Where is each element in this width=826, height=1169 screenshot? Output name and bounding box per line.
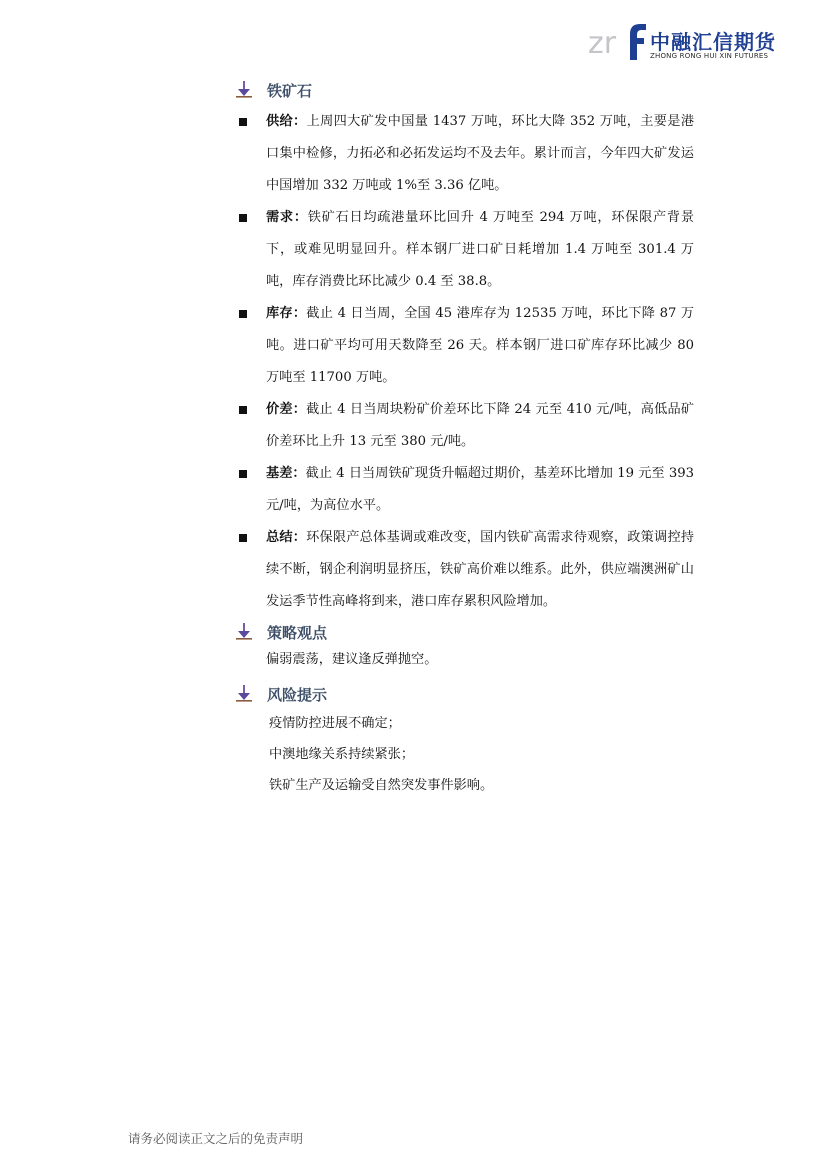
- bullet-label: 需求：: [266, 210, 308, 225]
- arrow-bullet-icon: [236, 685, 252, 703]
- bullet-label: 供给：: [266, 114, 307, 129]
- bullet-label: 价差：: [266, 402, 307, 417]
- square-bullet-icon: [239, 470, 247, 478]
- bullet-label: 库存：: [266, 306, 307, 321]
- square-bullet-icon: [239, 214, 247, 222]
- bullet-item-spread: [234, 394, 694, 458]
- arrow-bullet-icon: [236, 81, 252, 99]
- logo-name-en: ZHONG RONG HUI XIN FUTURES: [650, 52, 769, 60]
- square-bullet-icon: [239, 534, 247, 542]
- report-content: [234, 78, 694, 801]
- footer-disclaimer: 请务必阅读正文之后的免责声明: [128, 1131, 304, 1146]
- section-header-strategy: [234, 620, 694, 644]
- bullet-item-supply: [234, 106, 694, 202]
- zrf-logo-mark-icon: [588, 20, 652, 60]
- bullet-text: 截止 4 日当周块粉矿价差环比下降 24 元至 410 元/吨，高低品矿价差环比上升 13 元至 380 元/吨。: [266, 402, 695, 449]
- section-header-iron-ore: [234, 78, 694, 102]
- bullet-text: 环保限产总体基调或难改变，国内铁矿高需求待观察，政策调控持续不断，钢企利润明显挤压，铁矿高价难以维系。此外，供应端澳洲矿山发运季节性高峰将到来，港口库存累积风险增加。: [266, 530, 695, 609]
- bullet-item-basis: [234, 458, 694, 522]
- section-header-risk: [234, 682, 694, 706]
- square-bullet-icon: [239, 406, 247, 414]
- bullet-text: 铁矿石日均疏港量环比回升 4 万吨至 294 万吨，环保限产背景下，或难见明显回升。样本钢厂进口矿日耗增加 1.4 万吨至 301.4 万吨，库存消费比环比减少 0.4 至 38.8。: [266, 210, 695, 289]
- section-title: 风险提示: [267, 685, 328, 704]
- bullet-text: 截止 4 日当周铁矿现货升幅超过期价，基差环比增加 19 元至 393 元/吨，为高位水平。: [266, 466, 694, 513]
- bullet-item-inventory: [234, 298, 694, 394]
- risk-item: 铁矿生产及运输受自然突发事件影响。: [269, 778, 494, 793]
- arrow-bullet-icon: [236, 623, 252, 641]
- section-title: 铁矿石: [267, 81, 313, 100]
- bullet-item-summary: [234, 522, 694, 618]
- square-bullet-icon: [239, 118, 247, 126]
- strategy-text: 偏弱震荡，建议逢反弹抛空。: [266, 652, 438, 667]
- bullet-item-demand: [234, 202, 694, 298]
- bullet-label: 总结：: [266, 530, 307, 545]
- logo-name-cn: 中融汇信期货: [650, 30, 776, 54]
- company-logo: [588, 20, 788, 64]
- svg-text:zr: zr: [588, 26, 617, 60]
- risk-item: 中澳地缘关系持续紧张；: [269, 747, 415, 762]
- bullet-text: 上周四大矿发中国量 1437 万吨，环比大降 352 万吨，主要是港口集中检修，力拓必和必拓发运均不及去年。累计而言，今年四大矿发运中国增加 332 万吨或 1%至 3.36 亿吨。: [266, 114, 695, 193]
- bullet-label: 基差：: [266, 466, 306, 481]
- square-bullet-icon: [239, 310, 247, 318]
- section-title: 策略观点: [267, 623, 328, 642]
- risk-item: 疫情防控进展不确定；: [269, 716, 401, 731]
- bullet-text: 截止 4 日当周，全国 45 港库存为 12535 万吨，环比下降 87 万吨。进口矿平均可用天数降至 26 天。样本钢厂进口矿库存环比减少 80 万吨至 11700 万吨。: [266, 306, 695, 385]
